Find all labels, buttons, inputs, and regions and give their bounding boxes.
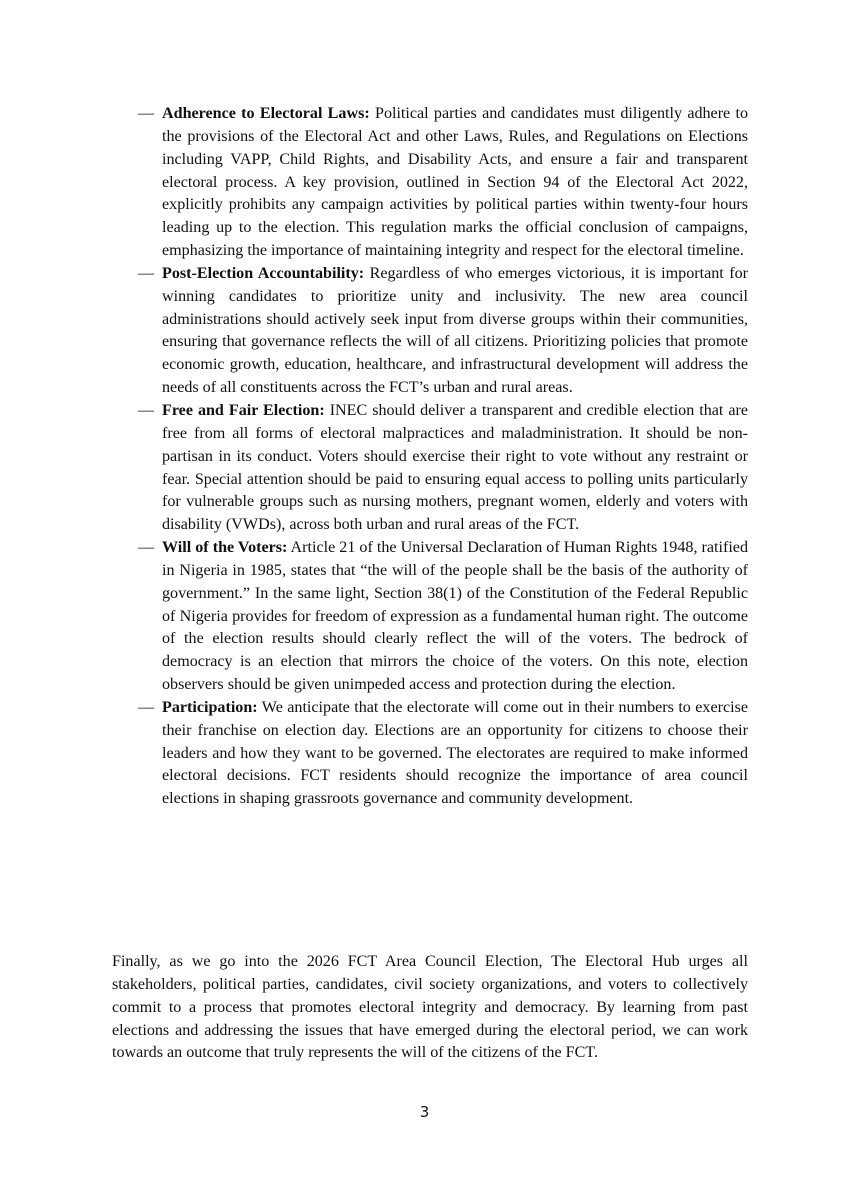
- dash-bullet: —: [138, 401, 155, 419]
- dash-bullet: —: [138, 539, 155, 557]
- page-number: 3: [419, 1103, 430, 1121]
- list-item-post-election: [138, 263, 748, 400]
- item-heading: Post-Election Accountability:: [162, 264, 365, 282]
- item-text: Article 21 of the Universal Declaration of Human Rights 1948, ratified in Nigeria in 1985, states that “the will of the people shall be the basis of the authority of government.” In the same light, Section 38(1) of the Constitution of the Federal Republic of Nigeria provides for freedom of expression as a fundamental human right. The outcome of the election results should clearly reflect the will of the voters. The bedrock of democracy is an election that mirrors the choice of the voters. On this note, election observers should be given unimpeded access and protection during the election.: [162, 539, 748, 694]
- item-text: Regardless of who emerges victorious, it is important for winning candidates to prioritize unity and inclusivity. The new area council administrations should actively seek input from diverse groups within their communities, ensuring that governance reflects the will of all citizens. Prioritizing policies that promote economic growth, education, healthcare, and infrastructural development will address the needs of all constituents across the FCT’s urban and rural areas.: [162, 264, 748, 397]
- item-heading: Free and Fair Election:: [162, 401, 325, 419]
- item-heading: Will of the Voters:: [162, 539, 288, 557]
- dash-bullet: —: [138, 698, 155, 716]
- list-item-adherence: [138, 103, 748, 263]
- item-text: We anticipate that the electorate will come out in their numbers to exercise their franchise on election day. Elections are an opportunity for citizens to choose their leaders and how they want to be governed. The electorates are required to make informed electoral decisions. FCT residents should recognize the importance of area council elections in shaping grassroots governance and community development.: [162, 698, 748, 808]
- item-text: Political parties and candidates must diligently adhere to the provisions of the Electoral Act and other Laws, Rules, and Regulations on Elections including VAPP, Child Rights, and Disability Acts, and ensure a fair and transparent electoral process. A key provision, outlined in Section 94 of the Electoral Act 2022, explicitly prohibits any campaign activities by political parties within twenty-four hours leading up to the election. This regulation marks the official conclusion of campaigns, emphasizing the importance of maintaining integrity and respect for the electoral timeline.: [162, 105, 748, 260]
- item-heading: Participation:: [162, 698, 258, 716]
- list-item-participation: [138, 697, 748, 811]
- dash-bullet: —: [138, 105, 155, 122]
- list-item-free-fair: [138, 400, 748, 537]
- list-item-will-of-voters: [138, 537, 748, 697]
- item-heading: Adherence to Electoral Laws:: [162, 105, 370, 122]
- recommendations-list: [138, 103, 748, 811]
- closing-paragraph: Finally, as we go into the 2026 FCT Area Council Election, The Electoral Hub urges all stakeholders, political parties, candidates, civil society organizations, and voters to collectively commit to a process that promotes electoral integrity and democracy. By learning from past elections and addressing the issues that have emerged during the electoral period, we can work towards an outcome that truly represents the will of the citizens of the FCT.: [112, 953, 748, 1062]
- item-text: INEC should deliver a transparent and credible election that are free from all forms of electoral malpractices and maladministration. It should be non-partisan in its conduct. Voters should exercise their right to vote without any restraint or fear. Special attention should be paid to ensuring equal access to polling units particularly for vulnerable groups such as nursing mothers, pregnant women, elderly and voters with disability (VWDs), across both urban and rural areas of the FCT.: [162, 401, 748, 534]
- dash-bullet: —: [138, 264, 155, 282]
